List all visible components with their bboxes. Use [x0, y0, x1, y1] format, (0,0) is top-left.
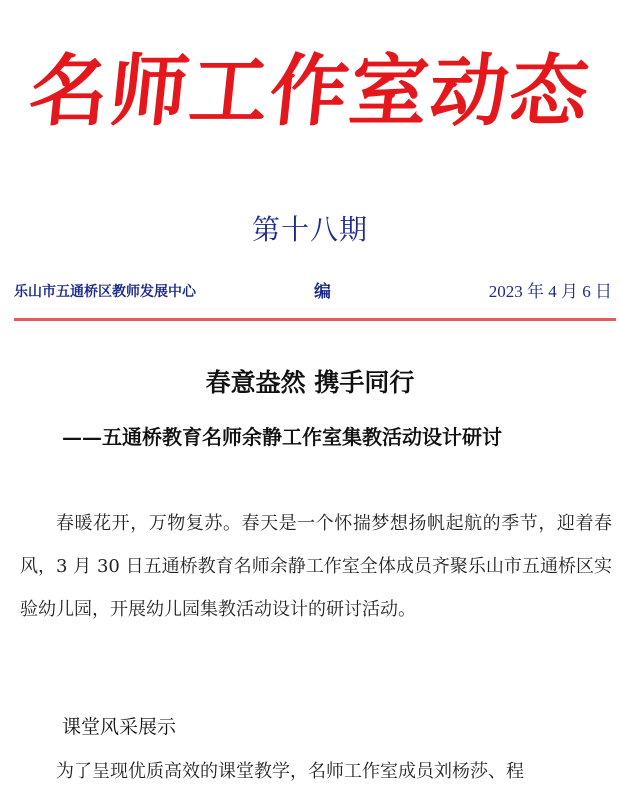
section-heading: 课堂风采展示 — [62, 716, 177, 738]
article-subtitle: ——五通桥教育名师余静工作室集教活动设计研讨 — [62, 425, 502, 449]
issue-number: 第十八期 — [251, 213, 368, 246]
publication-info-row — [14, 278, 612, 306]
article-paragraph: 春暖花开，万物复苏。春天是一个怀揣梦想扬帆起航的季节，迎着春风，3 月 30 日五通桥教育名师余静工作室全体成员齐聚乐山市五通桥区实验幼儿园，开展幼儿园集教活动设计的研讨活动。 — [20, 513, 612, 620]
publisher-organization: 乐山市五通桥区教师发展中心 — [14, 284, 196, 300]
header-divider — [14, 318, 616, 321]
newsletter-masthead: 名师工作室动态 — [25, 47, 595, 137]
edited-label: 编 — [314, 282, 331, 302]
article-title: 春意盎然 携手同行 — [205, 368, 415, 397]
publication-date: 2023 年 4 月 6 日 — [488, 282, 612, 301]
article-paragraph: 为了呈现优质高效的课堂教学，名师工作室成员刘杨莎、程 — [56, 761, 524, 782]
